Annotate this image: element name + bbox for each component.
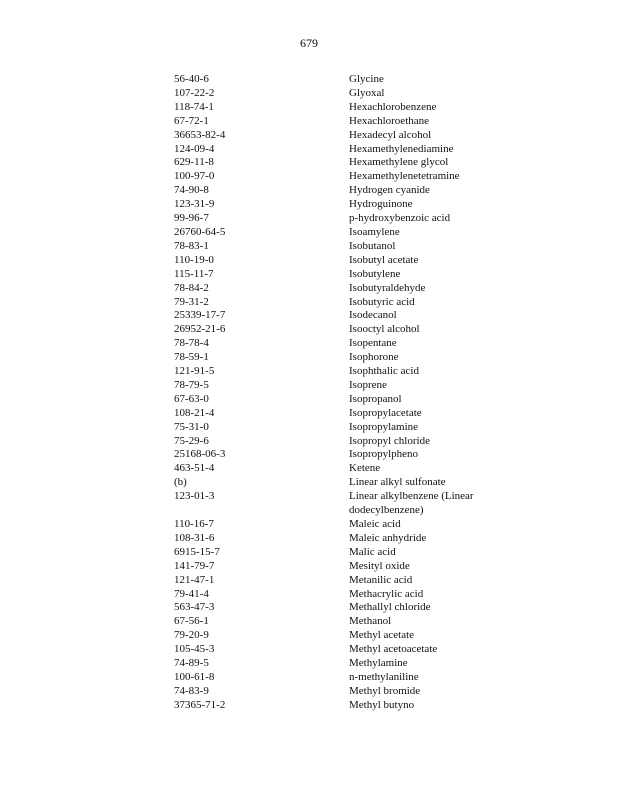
table-row	[174, 282, 504, 296]
chemical-name: Isopropyl chloride	[349, 434, 430, 447]
table-row	[174, 337, 504, 351]
cas-number: 110-16-7	[174, 518, 214, 530]
table-row	[174, 184, 504, 198]
chemical-name: Metanilic acid	[349, 573, 413, 586]
cas-number: (b)	[174, 476, 187, 489]
chemical-name: Methyl bromide	[349, 684, 421, 697]
chemical-name: Isoamylene	[349, 225, 400, 238]
table-row	[174, 476, 504, 490]
cas-number: 121-47-1	[174, 573, 215, 586]
chemical-name: Malic acid	[349, 545, 396, 558]
cas-number: 124-09-4	[174, 142, 215, 155]
cas-number: 75-29-6	[174, 434, 209, 447]
chemical-name: Methyl butyno	[349, 698, 415, 711]
table-row	[174, 629, 504, 643]
table-row	[174, 129, 504, 143]
chemical-name: Hexachloroethane	[349, 114, 430, 127]
cas-number: 74-83-9	[174, 684, 209, 697]
table-row	[174, 240, 504, 254]
chemical-name: Linear alkylbenzene (Linear dodecylbenzene)	[349, 490, 474, 517]
table-row	[174, 574, 504, 588]
cas-number: 67-56-1	[174, 615, 209, 628]
chemical-name: Mesityl oxide	[349, 559, 410, 572]
table-row	[174, 615, 504, 629]
cas-number: 115-11-7	[174, 267, 214, 280]
cas-number: 79-41-4	[174, 587, 209, 600]
chemical-name: Isoprene	[349, 378, 387, 391]
chemical-list	[174, 73, 504, 713]
chemical-name: Methallyl chloride	[349, 601, 431, 614]
cas-number: 6915-15-7	[174, 545, 220, 558]
cas-number: 100-97-0	[174, 170, 215, 183]
table-row	[174, 115, 504, 129]
chemical-name: Isopentane	[349, 337, 397, 350]
chemical-name: Maleic anhydride	[349, 531, 427, 544]
cas-number: 463-51-4	[174, 462, 215, 475]
cas-number: 37365-71-2	[174, 698, 226, 711]
chemical-name: Isopropanol	[349, 392, 402, 405]
cas-number: 78-79-5	[174, 378, 209, 391]
cas-number: 100-61-8	[174, 670, 215, 683]
cas-number: 25339-17-7	[174, 309, 226, 322]
cas-number: 107-22-2	[174, 86, 215, 99]
table-row	[174, 296, 504, 310]
table-row	[174, 462, 504, 476]
cas-number: 79-20-9	[174, 629, 209, 642]
cas-number: 123-31-9	[174, 198, 215, 211]
table-row	[174, 560, 504, 574]
chemical-name: Methanol	[349, 615, 392, 628]
table-row	[174, 490, 504, 518]
chemical-name: Isophorone	[349, 351, 399, 364]
chemical-name: n-methylaniline	[349, 670, 419, 683]
table-row	[174, 212, 504, 226]
table-row	[174, 421, 504, 435]
cas-number: 78-78-4	[174, 337, 209, 350]
chemical-name: Isopropylamine	[349, 420, 419, 433]
table-row	[174, 268, 504, 282]
cas-number: 118-74-1	[174, 100, 214, 113]
table-row	[174, 643, 504, 657]
cas-number: 67-63-0	[174, 392, 209, 405]
table-row	[174, 685, 504, 699]
chemical-name: Isobutylene	[349, 267, 401, 280]
page-number: 679	[300, 36, 318, 50]
cas-number: 26952-21-6	[174, 323, 226, 336]
table-row	[174, 101, 504, 115]
chemical-name: Methyl acetate	[349, 629, 415, 642]
chemical-name: Maleic acid	[349, 518, 401, 530]
chemical-name: Methyl acetoacetate	[349, 643, 438, 656]
cas-number: 78-84-2	[174, 281, 209, 294]
table-row	[174, 699, 504, 713]
cas-number: 110-19-0	[174, 253, 214, 266]
chemical-name: Isopropylacetate	[349, 406, 422, 419]
table-row	[174, 143, 504, 157]
cas-number: 108-21-4	[174, 406, 215, 419]
chemical-name: Hexachlorobenzene	[349, 100, 437, 113]
table-row	[174, 546, 504, 560]
cas-number: 629-11-8	[174, 156, 214, 169]
chemical-name: Isobutyric acid	[349, 295, 415, 308]
table-row	[174, 309, 504, 323]
chemical-name: p-hydroxybenzoic acid	[349, 212, 451, 225]
chemical-name: Glyoxal	[349, 86, 385, 99]
cas-number: 99-96-7	[174, 212, 209, 225]
chemical-name: Hydrogen cyanide	[349, 184, 430, 197]
chemical-name: Isodecanol	[349, 309, 397, 322]
table-row	[174, 156, 504, 170]
cas-number: 108-31-6	[174, 531, 215, 544]
cas-number: 25168-06-3	[174, 448, 226, 461]
table-row	[174, 671, 504, 685]
table-row	[174, 588, 504, 602]
chemical-name: Methacrylic acid	[349, 587, 424, 600]
chemical-name: Hydroguinone	[349, 198, 413, 211]
cas-number: 79-31-2	[174, 295, 209, 308]
table-row	[174, 87, 504, 101]
table-row	[174, 448, 504, 462]
cas-number: 75-31-0	[174, 420, 209, 433]
table-row	[174, 393, 504, 407]
cas-number: 78-83-1	[174, 239, 209, 252]
chemical-name: Isobutyl acetate	[349, 253, 419, 266]
chemical-name: Hexamethylene glycol	[349, 156, 449, 169]
table-row	[174, 532, 504, 546]
chemical-name: Isobutyraldehyde	[349, 281, 426, 294]
chemical-name: Isopropylpheno	[349, 448, 419, 461]
table-row	[174, 365, 504, 379]
table-row	[174, 435, 504, 449]
cas-number: 563-47-3	[174, 601, 215, 614]
cas-number: 67-72-1	[174, 114, 209, 127]
chemical-name: Isobutanol	[349, 239, 396, 252]
table-row	[174, 379, 504, 393]
cas-number: 78-59-1	[174, 351, 209, 364]
chemical-name: Ketene	[349, 462, 381, 475]
chemical-name: Methylamine	[349, 657, 408, 670]
cas-number: 56-40-6	[174, 73, 209, 85]
cas-number: 141-79-7	[174, 559, 215, 572]
table-row	[174, 657, 504, 671]
chemical-name: Isooctyl alcohol	[349, 323, 420, 336]
chemical-name: Isophthalic acid	[349, 365, 419, 378]
cas-number: 123-01-3	[174, 490, 215, 503]
chemical-name: Hexamethylenediamine	[349, 142, 454, 155]
cas-number: 74-89-5	[174, 657, 209, 670]
cas-number: 26760-64-5	[174, 225, 226, 238]
chemical-name: Glycine	[349, 73, 384, 85]
chemical-name: Linear alkyl sulfonate	[349, 476, 446, 489]
cas-number: 74-90-8	[174, 184, 209, 197]
table-row	[174, 351, 504, 365]
chemical-name: Hexadecyl alcohol	[349, 128, 432, 141]
table-row	[174, 170, 504, 184]
cas-number: 105-45-3	[174, 643, 215, 656]
table-row	[174, 407, 504, 421]
table-row	[174, 198, 504, 212]
cas-number: 121-91-5	[174, 365, 215, 378]
cas-number: 36653-82-4	[174, 128, 226, 141]
table-row	[174, 601, 504, 615]
table-row	[174, 226, 504, 240]
chemical-name: Hexamethylenetetramine	[349, 170, 460, 183]
table-row	[174, 323, 504, 337]
table-row	[174, 518, 504, 532]
table-row	[174, 254, 504, 268]
table-row	[174, 73, 504, 87]
